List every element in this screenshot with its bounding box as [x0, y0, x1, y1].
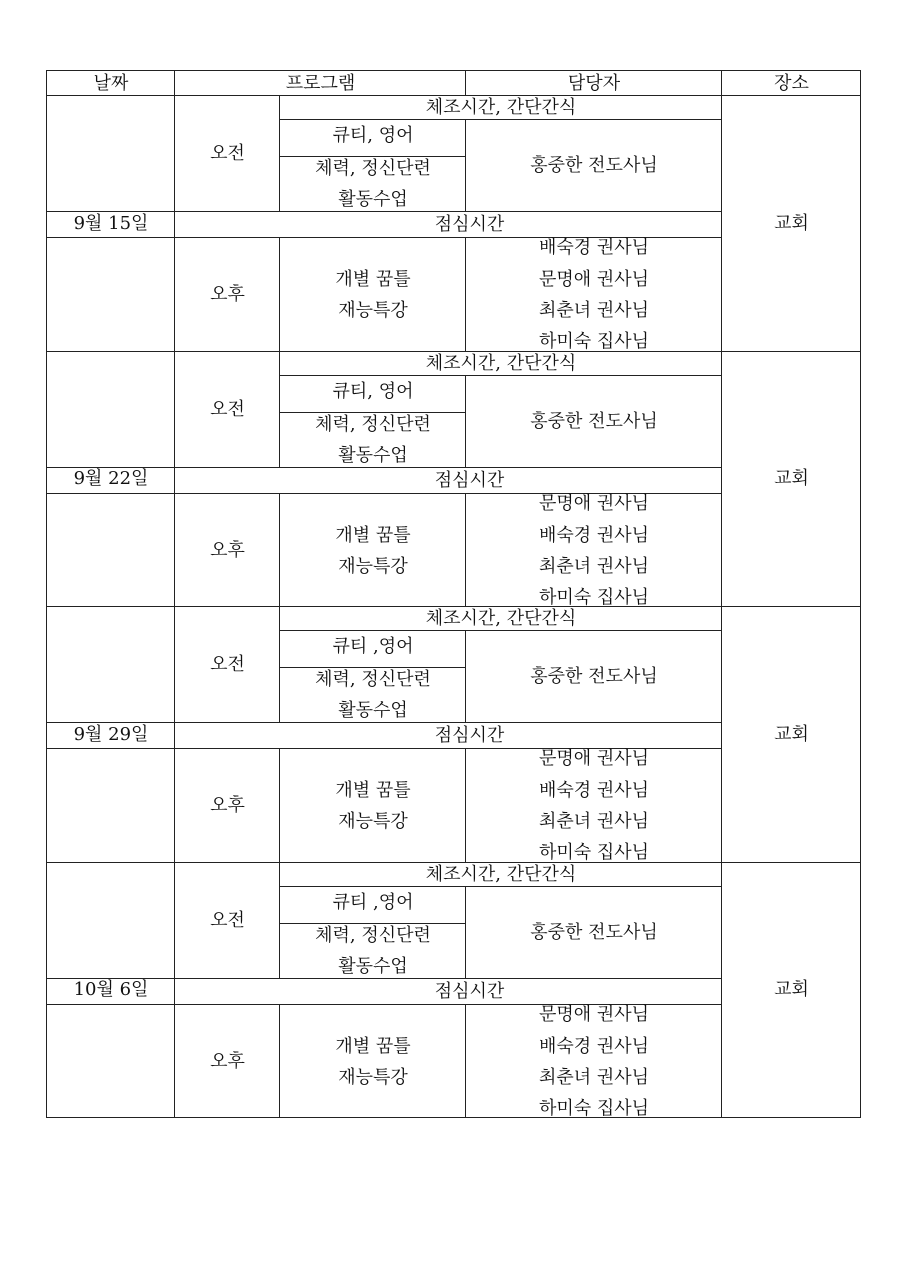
- place-label: 교회: [774, 979, 809, 1001]
- pm-leader-name: 최춘녀 권사님: [538, 300, 650, 321]
- pm-leader-name: 배숙경 권사님: [538, 1035, 650, 1057]
- pm-program-2: 재능특강: [338, 300, 408, 321]
- pm-program-cell: [279, 237, 466, 352]
- am-program-3: 활동수업: [338, 189, 408, 210]
- pm-program-cell: [279, 1004, 466, 1119]
- pm-leader-name: 배숙경 권사님: [538, 780, 650, 801]
- am-leader: 홍중한 전도사님: [530, 410, 658, 432]
- am-program-2: 체력, 정신단련: [315, 158, 431, 179]
- am-program-1: 큐티 ,영어: [332, 636, 414, 657]
- am-leader: 홍중한 전도사님: [530, 155, 658, 176]
- header-place: 장소: [774, 72, 809, 94]
- opening-activity: 체조시간, 간단간식: [425, 863, 577, 885]
- pm-leader-name: 최춘녀 권사님: [538, 555, 650, 577]
- pm-leader-name: 하미숙 집사님: [538, 331, 650, 352]
- am-leader: 홍중한 전도사님: [530, 921, 658, 943]
- pm-leader-name: 문명애 권사님: [538, 748, 650, 769]
- place-label: 교회: [774, 212, 809, 234]
- lunch-label: 점심시간: [434, 214, 505, 235]
- opening-activity: 체조시간, 간단간식: [425, 608, 577, 629]
- place-label: 교회: [774, 468, 809, 490]
- pm-program-2: 재능특강: [338, 1066, 408, 1088]
- date-label: 10월 6일: [73, 979, 149, 1001]
- pm-leader-name: 하미숙 집사님: [538, 586, 650, 608]
- header-program: 프로그램: [285, 72, 356, 94]
- am-program-3: 활동수업: [338, 444, 408, 466]
- pm-label: 오후: [210, 284, 245, 305]
- am-label: 오전: [210, 143, 245, 164]
- am-program-1: 큐티 ,영어: [332, 891, 414, 913]
- pm-leader-name: 문명애 권사님: [538, 492, 650, 514]
- opening-activity: 체조시간, 간단간식: [425, 352, 577, 374]
- pm-leader-name: 문명애 권사님: [538, 1003, 650, 1025]
- lunch-label: 점심시간: [434, 725, 505, 746]
- pm-leader-name: 하미숙 집사님: [538, 842, 650, 863]
- pm-program-1: 개별 꿈틀: [335, 1035, 411, 1057]
- place-label: 교회: [774, 723, 809, 745]
- pm-leader-name: 하미숙 집사님: [538, 1097, 650, 1119]
- am-program-2: 체력, 정신단련: [315, 924, 431, 946]
- pm-leader-name: 배숙경 권사님: [538, 237, 650, 258]
- am-program-3: 활동수업: [338, 955, 408, 977]
- am-label: 오전: [210, 654, 245, 675]
- pm-program-1: 개별 꿈틀: [335, 524, 411, 546]
- pm-label: 오후: [210, 1050, 245, 1072]
- pm-program-cell: [279, 748, 466, 863]
- pm-program-cell: [279, 493, 466, 608]
- date-label: 9월 22일: [73, 468, 149, 490]
- header-leader: 담당자: [567, 72, 621, 94]
- pm-program-2: 재능특강: [338, 811, 408, 832]
- opening-activity: 체조시간, 간단간식: [425, 97, 577, 118]
- lunch-label: 점심시간: [434, 469, 505, 491]
- pm-program-1: 개별 꿈틀: [335, 269, 411, 290]
- schedule-table: [47, 71, 862, 1118]
- am-label: 오전: [210, 909, 245, 931]
- am-program-2: 체력, 정신단련: [315, 669, 431, 690]
- lunch-label: 점심시간: [434, 980, 505, 1002]
- pm-program-2: 재능특강: [338, 555, 408, 577]
- am-program-1: 큐티, 영어: [332, 125, 414, 146]
- pm-leader-name: 배숙경 권사님: [538, 524, 650, 546]
- am-program-1: 큐티, 영어: [332, 380, 414, 402]
- date-label: 9월 29일: [73, 723, 149, 745]
- pm-leader-name: 최춘녀 권사님: [538, 1066, 650, 1088]
- pm-label: 오후: [210, 539, 245, 561]
- pm-program-1: 개별 꿈틀: [335, 780, 411, 801]
- am-program-3: 활동수업: [338, 700, 408, 721]
- pm-leader-name: 최춘녀 권사님: [538, 811, 650, 832]
- am-program-2: 체력, 정신단련: [315, 413, 431, 435]
- am-leader: 홍중한 전도사님: [530, 666, 658, 687]
- pm-leader-name: 문명애 권사님: [538, 269, 650, 290]
- am-label: 오전: [210, 398, 245, 420]
- pm-label: 오후: [210, 795, 245, 816]
- date-label: 9월 15일: [73, 212, 149, 234]
- header-date: 날짜: [93, 72, 129, 94]
